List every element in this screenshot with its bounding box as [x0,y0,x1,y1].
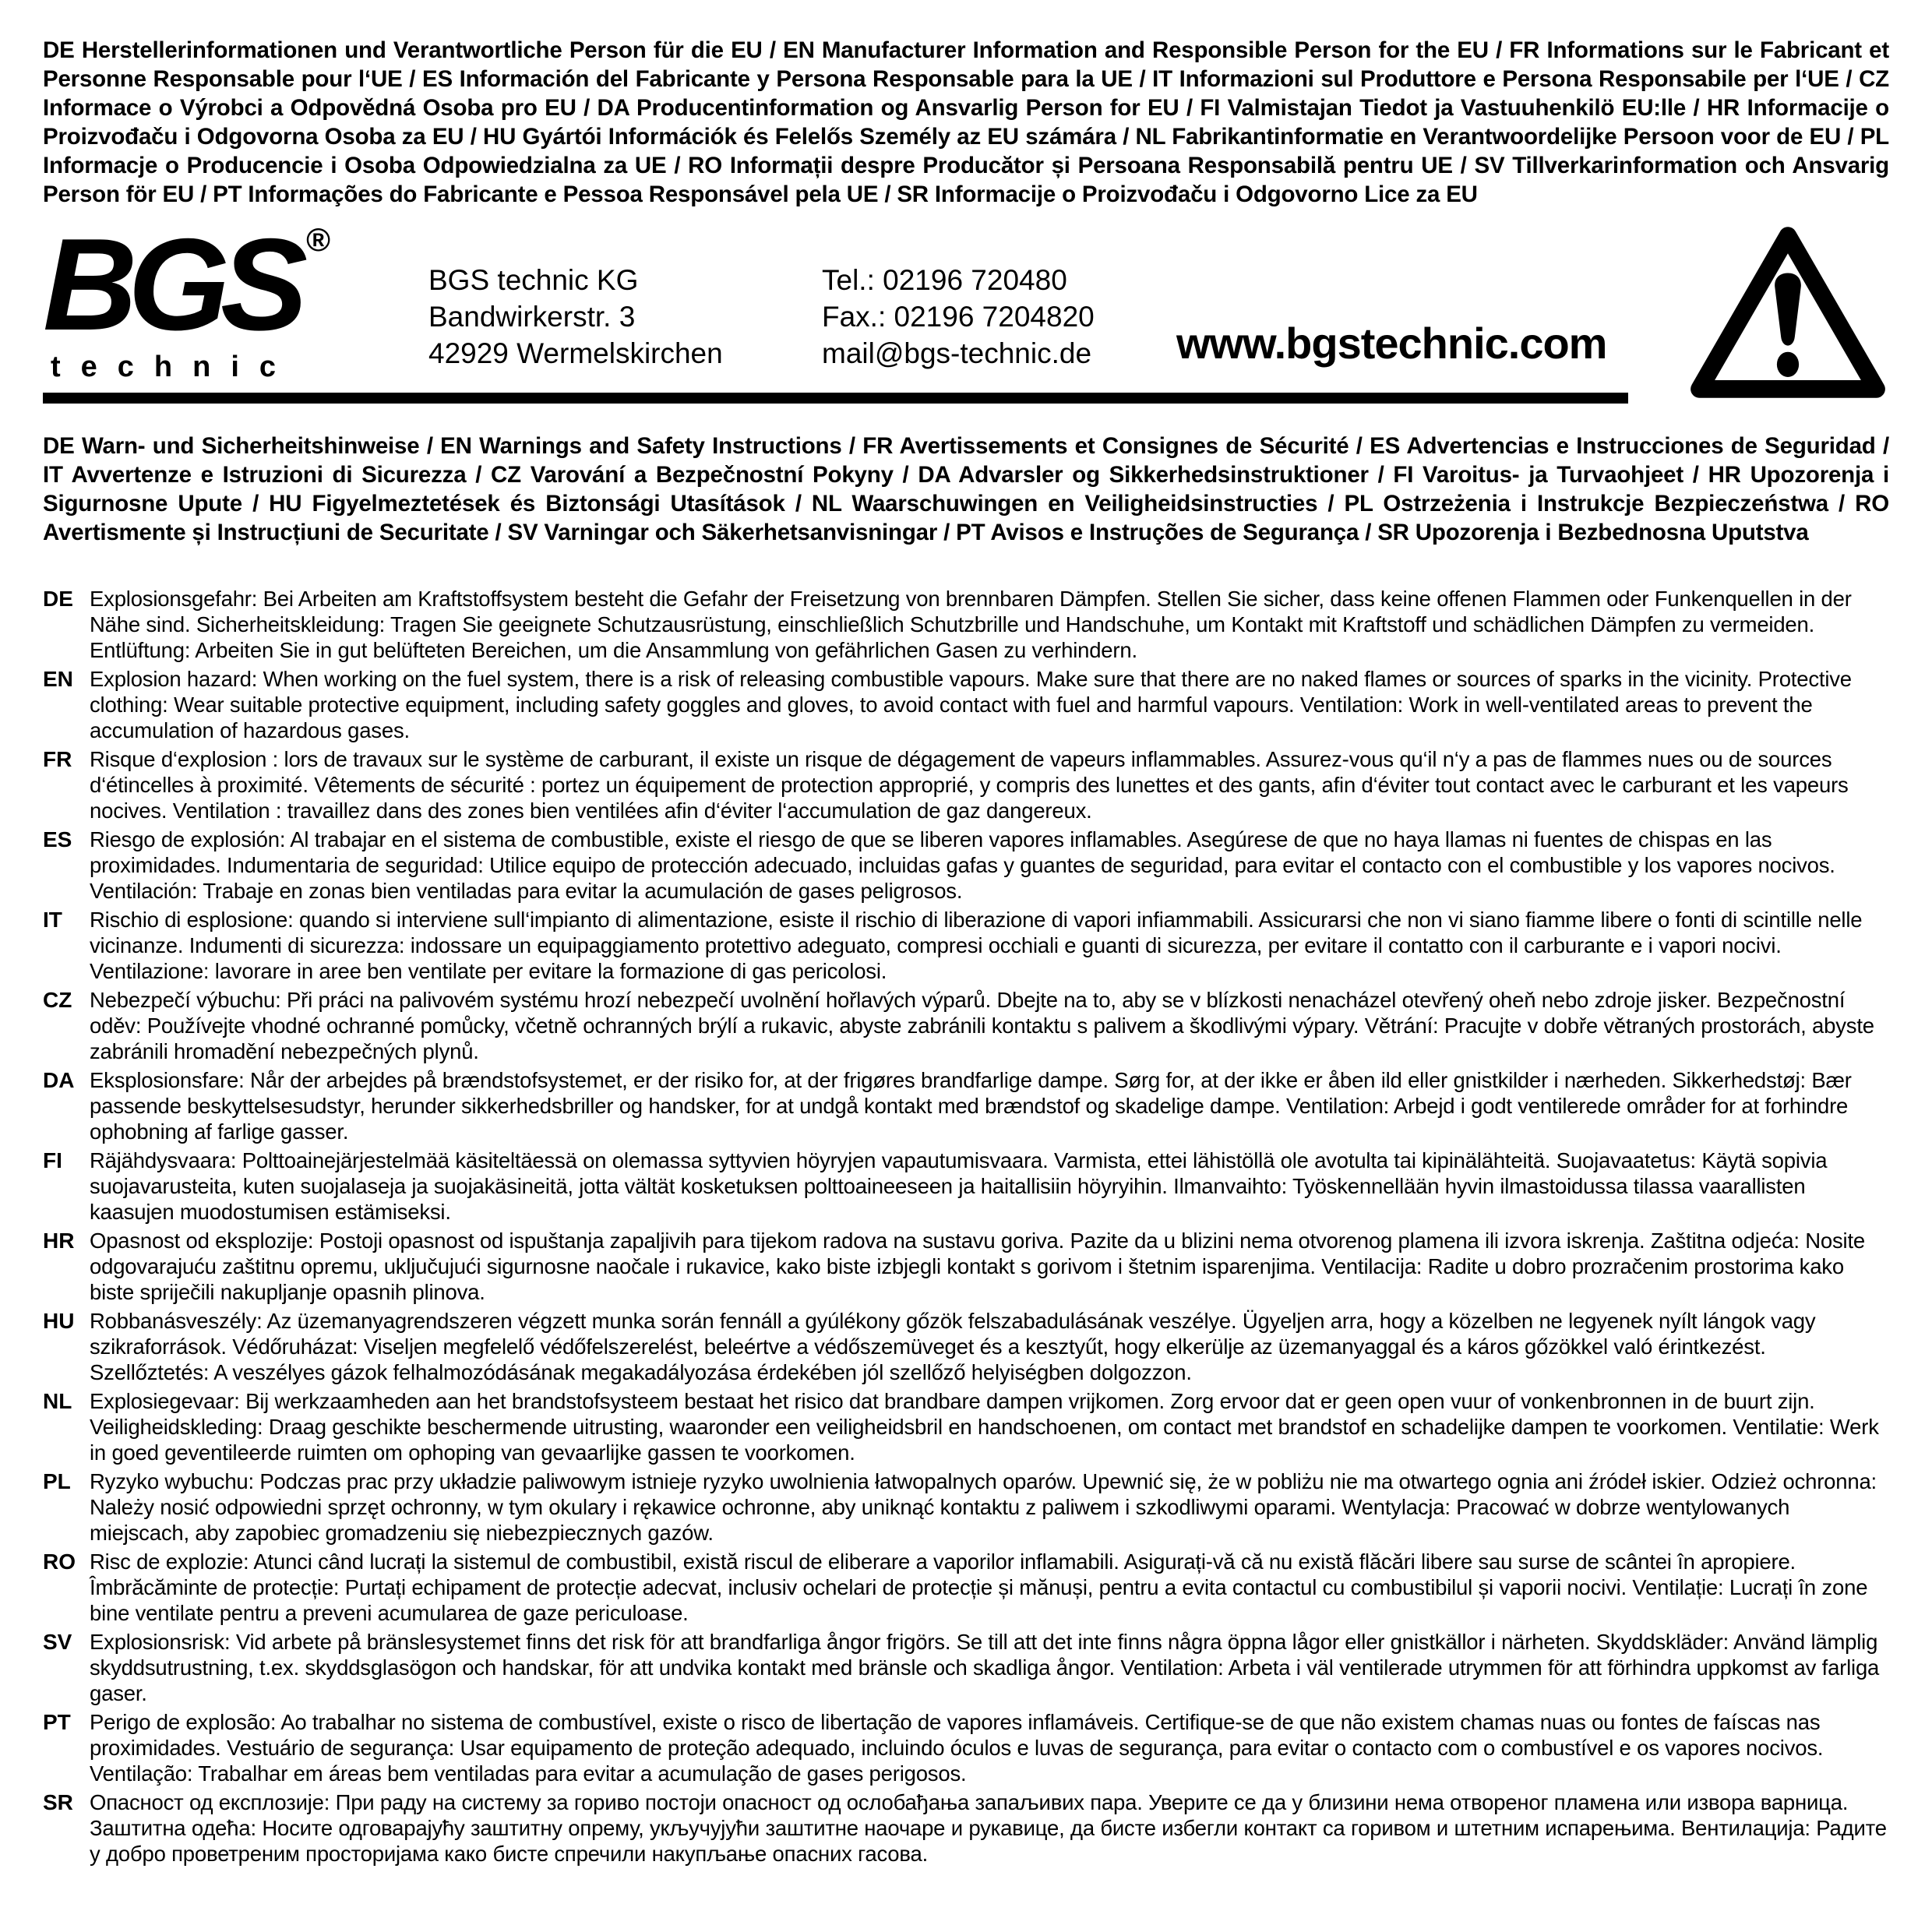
warning-text: Riesgo de explosión: Al trabajar en el sistema de combustible, existe el riesgo de que se liberen vapores inflamables. Asegúrese de que no haya llamas ni fuentes de chispas en las proximidades. Indumentaria de seguridad: Utilice equipo de protección adecuado, incluidas gafas y guantes de seguridad, para evitar el contacto con el combustible y los vapores nocivos. Ventilación: Trabaje en zonas bien ventiladas para evitar la acumulación de gases peligrosos. [90,827,1835,903]
company-website: www.bgstechnic.com [1176,319,1607,368]
language-code: SV [43,1630,72,1654]
warning-row [43,1308,1889,1385]
warning-row [43,1629,1889,1706]
warning-text: Explosionsgefahr: Bei Arbeiten am Kraftstoffsystem besteht die Gefahr der Freisetzung von brennbaren Dämpfen. Stellen Sie sicher, dass keine offenen Flammen oder Funkenquellen in der Nähe sind. Sicherheitskleidung: Tragen Sie geeignete Schutzausrüstung, einschließlich Schutzbrille und Handschuhe, um Kontakt mit Kraftstoff und schädlichen Dämpfen zu vermeiden. Entlüftung: Arbeiten Sie in gut belüfteten Bereichen, um die Ansammlung von gefährlichen Gasen zu verhindern. [90,587,1852,662]
warning-row [43,746,1889,823]
bgs-logo-letters: BGS [43,211,299,358]
brand-row [43,211,1889,404]
warning-row [43,586,1889,663]
company-street: Bandwirkerstr. 3 [428,301,636,333]
language-code: PT [43,1710,71,1734]
warning-row [43,827,1889,904]
warning-text: Räjähdysvaara: Polttoainejärjestelmää käsiteltäessä on olemassa syttyvien höyryjen vapautumisvaara. Varmista, ettei lähistöllä ole avotulta tai kipinälähteitä. Suojavaatetus: Käytä sopivia suojavarusteita, kuten suojalaseja ja suojakäsineitä, jotta vältät kosketuksen polttoaineeseen ja haitallisiin höyryihin. Ilmanvaihto: Työskennellään hyvin ilmastoidussa tilassa vaarallisten kaasujen muodostumisen estämiseksi. [90,1148,1828,1224]
warning-text: Opasnost od eksplozije: Postoji opasnost od ispuštanja zapaljivih para tijekom radova na sustavu goriva. Pazite da u blizini nema otvorenog plamena ili izvora iskrenja. Zaštitna odjeća: Nosite odgovarajuću zaštitnu opremu, uključujući sigurnosne naočale i rukavice, kako biste izbjegli kontakt s gorivom i štetnim isparenjima. Ventilacija: Radite u dobro prozračenim prostorima kako biste spriječili nakupljanje opasnih plinova. [90,1229,1865,1304]
registered-trademark-icon: ® [306,221,331,258]
language-code: DA [43,1068,75,1092]
company-phone: Tel.: 02196 720480 [822,264,1067,296]
warning-text: Risque d‘explosion : lors de travaux sur le système de carburant, il existe un risque de dégagement de vapeurs inflammables. Assurez-vous qu‘il n‘y a pas de flammes nues ou de sources d‘étincelles à proximité. Vêtements de sécurité : portez un équipement de protection approprié, y compris des lunettes et des gants, afin d‘éviter tout contact avec le carburant et les vapeurs nocives. Ventilation : travaillez dans des zones bien ventilées afin d‘éviter l‘accumulation de gaz dangereux. [90,747,1849,823]
warning-row [43,1067,1889,1144]
language-code: RO [43,1549,76,1574]
warning-row [43,1468,1889,1546]
language-code: FR [43,747,72,771]
warning-text: Eksplosionsfare: Når der arbejdes på brændstofsystemet, er der risiko for, at der frigøres brandfarlige dampe. Sørg for, at der ikke er åben ild eller gnistkilder i nærheden. Sikkerhedstøj: Bær passende beskyttelsesudstyr, herunder sikkerhedsbriller og handsker, for at undgå kontakt med brændstof og skadelige dampe. Ventilation: Arbejd i godt ventilerede områder for at forhindre ophobning af farlige gasser. [90,1068,1852,1144]
warning-text: Explosionsrisk: Vid arbete på bränslesystemet finns det risk för att brandfarliga ångor frigörs. Se till att det inte finns några öppna lågor eller gnistkällor i närheten. Skyddskläder: Använd lämplig skyddsutrustning, t.ex. skyddsglasögon och handskar, för att undvika kontakt med bränsle och skadliga ångor. Ventilation: Arbeta i väl ventilerade utrymmen för att förhindra uppkomst av farliga gaser. [90,1630,1880,1705]
warning-text: Ryzyko wybuchu: Podczas prac przy układzie paliwowym istnieje ryzyko uwolnienia łatwopalnych oparów. Upewnić się, że w pobliżu nie ma otwartego ognia ani źródeł iskier. Odzież ochronna: Należy nosić odpowiedni sprzęt ochronny, w tym okulary i rękawice ochronne, aby uniknąć kontaktu z paliwem i szkodliwymi oparami. Wentylacja: Pracować w dobrze wentylowanych miejscach, aby zapobiec gromadzeniu się niebezpiecznych gazów. [90,1469,1877,1545]
language-code: HR [43,1229,75,1253]
warnings-list [43,586,1889,1867]
language-code: HU [43,1309,75,1333]
warning-text: Опасност од експлозије: При раду на систему за гориво постоји опасност од ослобађања запаљивих пара. Уверите се да у близини нема отвореног пламена или извора варница. Заштитна одећа: Носите одговарајућу заштитну опрему, укључујући заштитне наочаре и рукавице, да бисте избегли контакт са горивом и штетним испарењима. Вентилација: Радите у добро проветреним просторијама како бисте спречили накупљање опасних гасова. [90,1790,1887,1866]
company-name: BGS technic KG [428,264,639,296]
warning-row [43,1709,1889,1786]
warning-row [43,1228,1889,1305]
company-fax: Fax.: 02196 7204820 [822,301,1095,333]
manufacturer-header: DE Herstellerinformationen und Verantwortliche Person für die EU / EN Manufacturer Information and Responsible Person for the EU / FR Informations sur le Fabricant et Personne Responsable pour l‘UE / ES Información del Fabricante y Persona Responsable para la UE / IT Informazioni sul Produttore e Persona Responsabile per l‘UE / CZ Informace o Výrobci a Odpovědná Osoba pro EU / DA Producentinformation og Ansvarlig Person for EU / FI Valmistajan Tiedot ja Vastuuhenkilö EU:lle / HR Informacije o Proizvođaču i Odgovorna Osoba za EU / HU Gyártói Információk és Felelős Személy az EU számára / NL Fabrikantinformatie en Verantwoordelijke Persoon voor de EU / PL Informacje o Producencie i Osoba Odpowiedzialna za UE / RO Informații despre Producător și Persoana Responsabilă pentru UE / SV Tillverkarinformation och Ansvarig Person för EU / PT Informações do Fabricante e Pessoa Responsável pela UE / SR Informacije o Proizvođaču i Odgovorno Lice za EU [43,37,1889,207]
language-code: FI [43,1148,62,1172]
company-email: mail@bgs-technic.de [822,337,1092,369]
divider-rule [43,393,1628,404]
language-code: CZ [43,988,72,1012]
warning-text: Explosiegevaar: Bij werkzaamheden aan het brandstofsysteem bestaat het risico dat brandbare dampen vrijkomen. Zorg ervoor dat er geen open vuur of vonkenbronnen in de buurt zijn. Veiligheidskleding: Draag geschikte beschermende uitrusting, waaronder een veiligheidsbril en handschoenen, om contact met brandstof en schadelijke dampen te voorkomen. Ventilatie: Werk in goed geventileerde ruimten om ophoping van gevaarlijke gassen te voorkomen. [90,1389,1879,1465]
warning-text: Rischio di esplosione: quando si interviene sull‘impianto di alimentazione, esiste il rischio di liberazione di vapori infiammabili. Assicurarsi che non vi siano fiamme libere o fonti di scintille nelle vicinanze. Indumenti di sicurezza: indossare un equipaggiamento protettivo adeguato, compresi occhiali e guanti di sicurezza, per evitare il contatto con il carburante e i vapori nocivi. Ventilazione: lavorare in aree ben ventilate per evitare la formazione di gas pericolosi. [90,908,1863,983]
warning-text: Risc de explozie: Atunci când lucrați la sistemul de combustibil, există riscul de eliberare a vaporilor inflamabili. Asigurați-vă că nu există flăcări libere sau surse de scântei în apropiere. Îmbrăcăminte de protecție: Purtați echipament de protecție adecvat, inclusiv ochelari de protecție și mănuși, pentru a evita contactul cu combustibilul și vaporii nocivi. Ventilație: Lucrați în zone bine ventilate pentru a preveni acumularea de gaze periculoase. [90,1549,1868,1625]
language-code: NL [43,1389,72,1413]
warning-triangle-icon [1688,226,1888,399]
bgs-logo-text [43,211,370,358]
warning-row [43,1789,1889,1867]
warning-text: Perigo de explosão: Ao trabalhar no sistema de combustível, existe o risco de libertação de vapores inflamáveis. Certifique-se de que não existem chamas nuas ou fontes de faíscas nas proximidades. Vestuário de segurança: Usar equipamento de proteção adequado, incluindo óculos e luvas de segurança, para evitar o contacto com o combustível e os vapores nocivos. Ventilação: Trabalhar em áreas bem ventiladas para evitar a acumulação de gases perigosos. [90,1710,1824,1786]
company-city: 42929 Wermelskirchen [428,337,723,369]
warning-text: Robbanásveszély: Az üzemanyagrendszeren végzett munka során fennáll a gyúlékony gőzök felszabadulásának veszélye. Ügyeljen arra, hogy a közelben ne legyenek nyílt lángok vagy szikraforrások. Védőruházat: Viseljen megfelelő védőfelszerelést, beleértve a védőszemüveget és a kesztyűt, hogy elkerülje az üzemanyaggal és a káros gőzökkel való érintkezést. Szellőztetés: A veszélyes gázok felhalmozódásának megakadályozása érdekében jól szellőző helyiségben dolgozzon. [90,1309,1816,1384]
warnings-header: DE Warn- und Sicherheitshinweise / EN Warnings and Safety Instructions / FR Avertissements et Consignes de Sécurité / ES Advertencias e Instrucciones de Seguridad / IT Avvertenze e Istruzioni di Sicurezza / CZ Varování a Bezpečnostní Pokyny / DA Advarsler og Sikkerhedsinstruktioner / FI Varoitus- ja Turvaohjeet / HR Upozorenja i Sigurnosne Upute / HU Figyelmeztetések és Biztonsági Utasítások / NL Waarschuwingen en Veiligheidsinstructies / PL Ostrzeżenia i Instrukcje Bezpieczeństwa / RO Avertismente și Instrucțiuni de Securitate / SV Varningar och Säkerhetsanvisningar / PT Avisos e Instruções de Segurança / SR Upozorenja i Bezbednosna Uputstva [43,433,1889,545]
company-address [428,262,723,372]
language-code: SR [43,1790,73,1814]
warning-text: Nebezpečí výbuchu: Při práci na palivovém systému hrozí nebezpečí uvolnění hořlavých výparů. Dbejte na to, aby se v blízkosti nenacházel otevřený oheň nebo zdroje jisker. Bezpečnostní oděv: Používejte vhodné ochranné pomůcky, včetně ochranných brýlí a rukavic, abyste zabránili kontaktu s palivem a škodlivými výpary. Větrání: Pracujte v dobře větraných prostorách, abyste zabránili hromadění nebezpečných plynů. [90,988,1874,1063]
language-code: DE [43,587,73,611]
warning-text: Explosion hazard: When working on the fuel system, there is a risk of releasing combustible vapours. Make sure that there are no naked flames or sources of sparks in the vicinity. Protective clothing: Wear suitable protective equipment, including safety goggles and gloves, to avoid contact with fuel and harmful vapours. Ventilation: Work in well-ventilated areas to prevent the accumulation of hazardous gases. [90,667,1852,742]
language-code: PL [43,1469,71,1493]
warning-row [43,907,1889,984]
language-code: ES [43,827,72,851]
warning-row [43,666,1889,743]
language-code: EN [43,667,73,691]
company-contact [822,262,1095,372]
warning-row [43,987,1889,1064]
warning-row [43,1549,1889,1626]
bgs-logo [43,211,370,384]
language-code: IT [43,908,62,932]
bgs-logo-technic-text: technic [51,350,297,383]
warning-row [43,1148,1889,1225]
warning-row [43,1388,1889,1465]
